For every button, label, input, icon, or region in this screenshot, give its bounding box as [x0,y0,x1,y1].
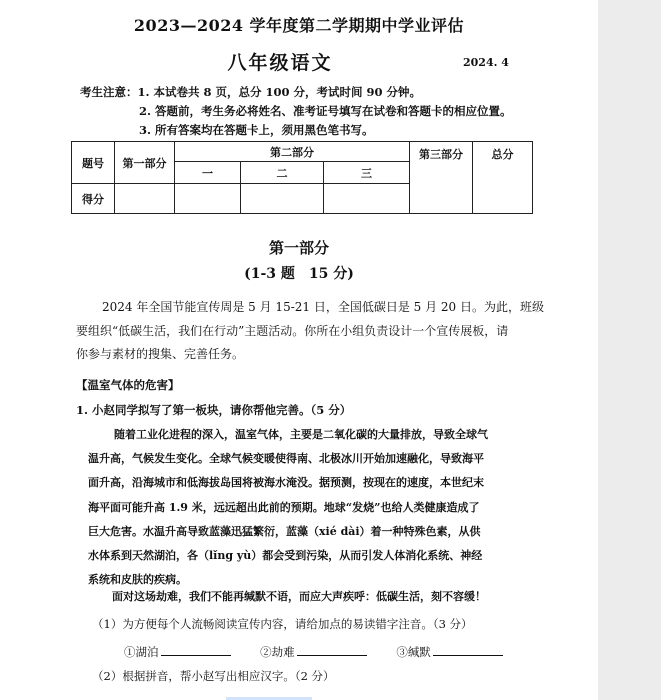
exam-notice [80,83,512,140]
passage-line: 系统和皮肤的疾病。 [88,573,187,587]
passage-line: 面升高，沿海城市和低海拔岛国将被海水淹没。据预测，按现在的速度，本世纪末 [88,476,484,490]
score-cell [115,184,175,214]
notice-item: 2. 答题前，考生务必将姓名、准考证号填写在试卷和答题卡的相应位置。 [139,104,512,118]
intro-line: 2024 年全国节能宣传周是 5 月 15-21 日，全国低碳日是 5 月 20 日。为此，班级 [102,300,545,314]
subquestion-2: （2）根据拼音，帮小赵写出相应汉字。（2 分） [92,669,335,683]
score-table-part1: 第一部分 [115,142,175,184]
notice-row-3 [80,121,512,140]
passage-line: 随着工业化进程的深入，温室气体，主要是二氧化碳的大量排放，导致全球气 [114,428,488,441]
notice-row-2 [80,102,512,121]
score-table-total: 总分 [473,142,533,214]
blank-item [396,643,503,660]
intro-line: 要组织“低碳生活，我们在行动”主题活动。你所在小组负责设计一个宣传展板，请 [76,323,509,338]
score-table-part2: 第二部分 [175,142,410,162]
blank-word: 劫难 [271,645,295,659]
passage-call: 面对这场劫难，我们不能再缄默不语，而应大声疾呼：低碳生活，刻不容缓！ [112,590,486,603]
section-subtitle: (1-3 题 15 分) [244,266,354,282]
subquestion-1: （1）为方便每个人流畅阅读宣传内容，请给加点的易读错字注音。（3 分） [92,617,473,631]
answer-line[interactable] [297,643,367,656]
question-1: 1. 小赵同学拟写了第一板块，请你帮他完善。（5 分） [76,403,352,417]
passage-line: 温升高，气候发生变化。全球气候变暖使得南、北极冰川开始加速融化，导致海平 [88,452,484,466]
blank-word: 湖泊 [135,645,159,659]
block-heading: 【温室气体的危害】 [76,378,180,392]
score-table-row-label: 题号 [72,142,115,184]
passage [88,423,528,592]
answer-line[interactable] [161,643,231,656]
score-table-part3: 第三部分 [410,142,473,214]
intro-paragraph [76,296,545,367]
score-table-part2-sub: 二 [241,162,324,184]
blank-item [260,643,367,660]
notice-item: 3. 所有答案均在答题卡上，须用黑色笔书写。 [139,123,374,137]
exam-date: 2024. 4 [463,56,509,69]
section-title: 第一部分 [268,239,329,257]
passage-line: 巨大危害。水温升高导致蓝藻迅猛繁衍，蓝藻（xié dài）着一种特殊色素，从供 [88,524,481,538]
score-table-score-label: 得分 [72,184,115,214]
blank-word: 缄默 [407,645,431,659]
pinyin-blanks [124,643,529,660]
intro-line: 你参与素材的搜集、完善任务。 [76,347,245,361]
score-cell [241,184,324,214]
blank-number: ① [124,645,136,659]
blank-number: ② [260,645,272,659]
score-cell [324,184,410,214]
notice-item: 1. 本试卷共 8 页，总分 100 分，考试时间 90 分钟。 [137,85,422,99]
passage-line: 海平面可能升高 1.9 米，远远超出此前的预期。地球“发烧”也给人类健康造成了 [88,500,480,514]
exam-subtitle: 八年级语文 [227,52,333,74]
answer-line[interactable] [433,643,503,656]
score-cell [175,184,241,214]
notice-label: 考生注意： [80,85,138,99]
score-table-part2-sub: 一 [175,162,241,184]
viewer-background [598,0,661,700]
score-table [71,141,533,214]
exam-title: 2023—2024 学年度第二学期期中学业评估 [133,16,465,35]
blank-number: ③ [396,645,408,659]
notice-row-1 [80,83,512,102]
passage-line: 水体系到天然湖泊，各（lǐng yù）都会受到污染，从而引发人体消化系统、神经 [88,549,483,563]
blank-item [124,643,231,660]
score-table-part2-sub: 三 [324,162,410,184]
